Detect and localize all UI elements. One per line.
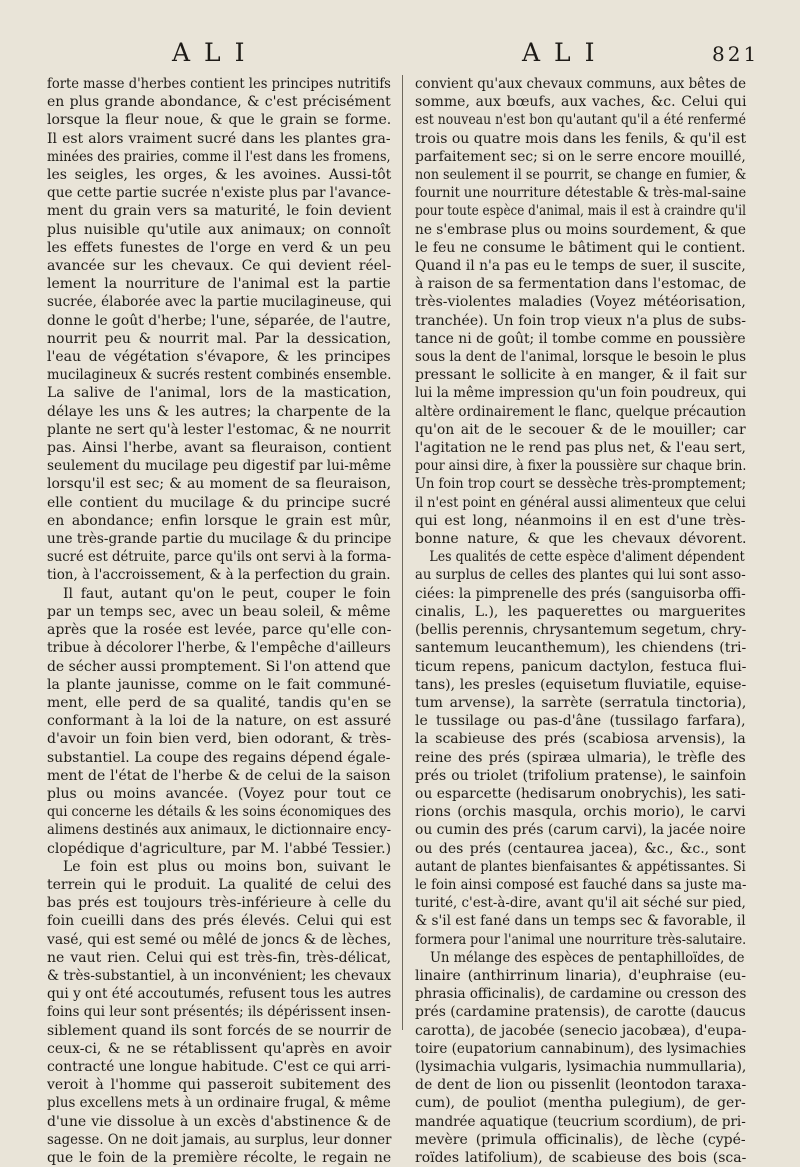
- text-line: que cette partie sucrée n'existe plus par l'avance-: [47, 185, 391, 202]
- text-line: lement la nourriture de l'animal est la partie: [47, 276, 391, 293]
- text-line: foin cueilli dans des prés élevés. Celui qui est: [47, 913, 392, 930]
- text-line: les seigles, les orges, & les avoines. Aussi-tôt: [47, 167, 392, 184]
- text-line: carotta), de jacobée (senecio jacobæa), d'eupa-: [415, 1022, 747, 1039]
- text-line: ou cumin des prés (carum carvi), la jacée noire: [415, 822, 746, 839]
- text-line: sous la dent de l'animal, lorsque le besoin le plus: [415, 349, 747, 366]
- text-line: somme, aux bœufs, aux vaches, &c. Celui qui: [415, 94, 747, 111]
- text-line: pressant le sollicite à en manger, & il fait sur: [415, 367, 747, 384]
- text-line: de sécher aussi promptement. Si l'on attend que: [47, 658, 391, 675]
- text-line: lorsque la fleur noue, & que le grain se forme.: [47, 112, 392, 129]
- text-line: tans), les presles (equisetum fluviatile, equise-: [415, 676, 747, 693]
- text-line: qu'on ait de le secouer & de le mouiller; car: [415, 421, 746, 438]
- text-line: mandrée aquatique (teucrium scordium), de pri-: [415, 1113, 746, 1130]
- text-line: ticum repens, panicum dactylon, festuca flui-: [415, 658, 747, 675]
- text-line: au surplus de celles des plantes qui lui sont asso-: [415, 567, 746, 584]
- text-line: le feu ne consume le bâtiment qui le contient.: [415, 239, 746, 256]
- text-line: Le foin est plus ou moins bon, suivant le: [63, 858, 392, 875]
- text-line: tance ni de goût; il tombe comme en poussière: [415, 330, 746, 347]
- text-line: santemum leucanthemum), les chiendens (tri-: [415, 640, 747, 657]
- text-line: ne s'embrase plus ou moins sourdement, & que: [415, 221, 746, 238]
- text-line: ne vaut rien. Celui qui est très-fin, très-délicat,: [47, 949, 392, 966]
- text-line: Un foin trop court se dessèche très-promptement;: [415, 476, 747, 493]
- text-line: avancée sur les chevaux. Ce qui devient réel-: [47, 258, 392, 275]
- text-line: plus nuisible qu'utile aux animaux; on connoît: [47, 221, 391, 238]
- text-line: qui concerne les détails & les soins économiques des: [47, 804, 392, 821]
- text-line: lorsqu'il est sec; & au moment de sa fleuraison,: [47, 476, 392, 493]
- text-line: minées des prairies, comme il l'est dans les fromens,: [47, 148, 391, 165]
- text-line: phrasia officinalis), de cardamine ou cresson des: [415, 986, 747, 1003]
- text-line: les effets funestes de l'orge en verd & un peu: [47, 239, 391, 256]
- text-line: pour toute espèce d'animal, mais il est à craindre qu'il: [415, 203, 746, 220]
- text-line: sagesse. On ne doit jamais, au surplus, leur donner: [47, 1131, 392, 1148]
- text-line: toire (eupatorium cannabinum), des lysimachies: [415, 1040, 747, 1057]
- text-line: contracté une longue habitude. C'est ce qui arri-: [47, 1058, 391, 1075]
- text-line: & très-substantiel, à un inconvénient; les chevaux: [47, 967, 392, 984]
- text-line: turité, c'est-à-dire, avant qu'il ait séché sur pied,: [415, 895, 746, 912]
- text-line: non seulement il se pourrit, se change en fumier, &: [415, 167, 747, 184]
- column-divider: [402, 75, 403, 1030]
- text-line: vasé, qui est semé ou mêlé de joncs & de lèches,: [47, 931, 392, 948]
- text-line: est nouveau n'est bon qu'autant qu'il a été renfermé: [415, 112, 746, 129]
- text-line: siblement quand ils sont forcés de se nourrir de: [47, 1022, 392, 1039]
- text-line: La salive de l'animal, lors de la mastication,: [47, 385, 392, 402]
- text-line: sucré est détruite, parce qu'ils ont servi à la forma-: [47, 549, 392, 566]
- running-head-right: ALI: [522, 38, 609, 67]
- text-line: qui y ont été accoutumés, refusent tous les autres: [47, 986, 392, 1003]
- text-line: pas. Ainsi l'herbe, avant sa fleuraison, contient: [47, 440, 392, 457]
- text-line: la plante jaunisse, comme on le fait communé-: [47, 676, 391, 693]
- text-line: mevère (primula officinalis), de lèche (cypé-: [415, 1131, 746, 1148]
- text-line: ou des prés (centaurea jacea), &c., &c., sont: [415, 840, 746, 857]
- text-line: délaye les uns & les autres; la charpente de la: [47, 403, 391, 420]
- text-line: Les qualités de cette espèce d'aliment dépendent: [429, 549, 745, 566]
- text-line: tribue à décolorer l'herbe, & l'empêche d'ailleurs: [47, 640, 391, 657]
- right-column: [415, 75, 747, 1166]
- text-line: substantiel. La coupe des regains dépend égale-: [47, 749, 391, 766]
- page-number: 821: [712, 42, 760, 66]
- text-line: l'agitation ne le rend pas plus net, & l'eau sert,: [415, 440, 746, 457]
- text-line: l'eau de végétation s'évapore, & les principes: [47, 349, 391, 366]
- text-line: ciées: la pimprenelle des prés (sanguisorba offi-: [415, 585, 746, 602]
- text-line: roïdes latifolium), de scabieuse des bois (sca-: [415, 1149, 747, 1166]
- text-line: terrein qui le produit. La qualité de celui des: [47, 876, 392, 893]
- text-line: trois ou quatre mois dans les fenils, & qu'il est: [415, 130, 747, 147]
- text-line: lui la même impression qu'un foin poudreux, qui: [415, 385, 747, 402]
- text-line: foins qui leur sont présentés; ils dépérissent insen-: [47, 1004, 391, 1021]
- left-column: [47, 75, 392, 1166]
- text-line: Il est alors vraiment sucré dans les plantes gra-: [47, 130, 391, 147]
- text-line: plante ne sert qu'à lester l'estomac, & ne nourrit: [47, 421, 391, 438]
- text-line: en abondance; enfin lorsque le grain est mûr,: [47, 512, 392, 529]
- text-line: le foin ainsi composé est fauché dans sa juste ma-: [415, 876, 747, 893]
- text-line: nourrit peu & nourrit mal. Par la dessication,: [47, 330, 392, 347]
- text-line: cinalis, L.), les paquerettes ou marguerites: [415, 603, 746, 620]
- text-line: bonne nature, & que les chevaux dévorent.: [415, 531, 747, 548]
- text-line: ou esparcette (hedisarum onobrychis), les sati-: [415, 785, 746, 802]
- text-line: prés (cardamine pratensis), de carotte (daucus: [415, 1004, 746, 1021]
- text-line: conformant à la loi de la nature, on est assuré: [47, 713, 392, 730]
- text-line: (lysimachia vulgaris, lysimachia nummullaria),: [415, 1058, 747, 1075]
- text-line: (bellis perennis, chrysantemum segetum, chry-: [415, 622, 747, 639]
- text-line: seulement du mucilage peu digestif par lui-même: [47, 458, 392, 475]
- text-line: rions (orchis masqula, orchis morio), le carvi: [415, 804, 746, 821]
- text-line: de dent de lion ou pissenlit (leontodon taraxa-: [415, 1077, 747, 1094]
- text-line: tranchée). Un foin trop vieux n'a plus de subs-: [415, 312, 747, 329]
- text-line: linaire (anthirrinum linaria), d'euphraise (eu-: [415, 967, 747, 984]
- text-line: en plus grande abondance, & c'est précisément: [47, 94, 391, 111]
- text-line: prés ou triolet (trifolium pratense), le sainfoin: [415, 767, 747, 784]
- text-line: que le foin de la première récolte, le regain ne: [47, 1149, 392, 1166]
- text-line: par un temps sec, avec un beau soleil, & même: [47, 603, 391, 620]
- text-line: Il faut, autant qu'on le peut, couper le foin: [63, 585, 391, 602]
- text-line: la scabieuse des prés (scabiosa arvensis), la: [415, 731, 746, 748]
- text-line: plus ou moins avancée. (Voyez pour tout ce: [47, 785, 392, 802]
- text-line: reine des prés (spiræa ulmaria), le trèfle des: [415, 749, 746, 766]
- text-line: ment, elle perd de sa qualité, tandis qu'en se: [47, 694, 392, 711]
- running-header: [0, 38, 800, 72]
- text-line: à raison de sa fermentation dans l'estomac, de: [415, 276, 747, 293]
- text-line: forte masse d'herbes contient les principes nutritifs: [47, 76, 391, 92]
- text-line: parfaitement sec; si on le serre encore mouillé,: [415, 148, 746, 165]
- text-line: plus excellens mets à un ordinaire frugal, & même: [47, 1095, 391, 1112]
- text-line: ment de l'état de l'herbe & de celui de la saison: [47, 767, 391, 784]
- text-line: bas prés est toujours très-inférieure à celle du: [47, 895, 392, 912]
- text-line: clopédique d'agriculture, par M. l'abbé Tessier.): [47, 840, 392, 857]
- text-line: veroit à l'homme qui passeroit subitement des: [47, 1077, 391, 1094]
- text-line: Quand il n'a pas eu le temps de suer, il suscite,: [415, 258, 746, 275]
- running-head-left: ALI: [172, 38, 259, 67]
- text-line: Un mélange des espèces de pentaphilloïdes, de: [429, 949, 745, 966]
- text-line: qui est long, néanmoins il en est d'une très-: [415, 512, 746, 529]
- text-line: donne le goût d'herbe; l'une, séparée, de l'autre,: [47, 312, 392, 329]
- text-line: elle contient du mucilage & du principe sucré: [47, 494, 391, 511]
- text-line: alimens destinés aux animaux, le dictionnaire ency-: [47, 822, 392, 839]
- text-line: ment du grain vers sa maturité, le foin devient: [47, 203, 392, 220]
- text-line: sucrée, élaborée avec la partie mucilagineuse, qui: [47, 294, 392, 311]
- text-line: tum arvense), la sarrète (serratula tinctoria),: [415, 694, 747, 711]
- text-line: pour ainsi dire, à fixer la poussière sur chaque brin.: [415, 458, 747, 475]
- text-line: tion, à l'accroissement, & à la perfection du grain.: [47, 567, 391, 584]
- text-line: d'une vie dissolue à un excès d'abstinence & de: [47, 1113, 391, 1130]
- text-line: convient qu'aux chevaux communs, aux bêtes de: [415, 76, 747, 92]
- text-line: altère ordinairement le flanc, quelque précaution: [415, 403, 746, 420]
- text-line: après que la rosée est levée, parce qu'elle con-: [47, 622, 392, 639]
- text-line: très-violentes maladies (Voyez météorisation,: [415, 294, 746, 311]
- text-line: & s'il est fané dans un temps sec & favorable, il: [415, 913, 746, 930]
- text-line: cum), de pouliot (mentha pulegium), de ger-: [415, 1095, 746, 1112]
- text-line: ceux-ci, & ne se rétablissent qu'après en avoir: [47, 1040, 392, 1057]
- text-line: d'avoir un foin bien verd, bien odorant, & très-: [47, 731, 392, 748]
- text-line: le tussilage ou pas-d'âne (tussilago farfara),: [415, 713, 746, 730]
- text-line: autant de plantes bienfaisantes & appétissantes. Si: [415, 858, 746, 875]
- text-line: une très-grande partie du mucilage & du principe: [47, 531, 392, 548]
- text-line: fournit une nourriture détestable & très-mal-saine: [415, 185, 747, 202]
- text-line: mucilagineux & sucrés restent combinés ensemble.: [47, 367, 392, 384]
- text-line: il n'est point en général aussi alimenteux que celui: [415, 494, 746, 511]
- text-line: formera pour l'animal une nourriture très-salutaire.: [415, 931, 747, 948]
